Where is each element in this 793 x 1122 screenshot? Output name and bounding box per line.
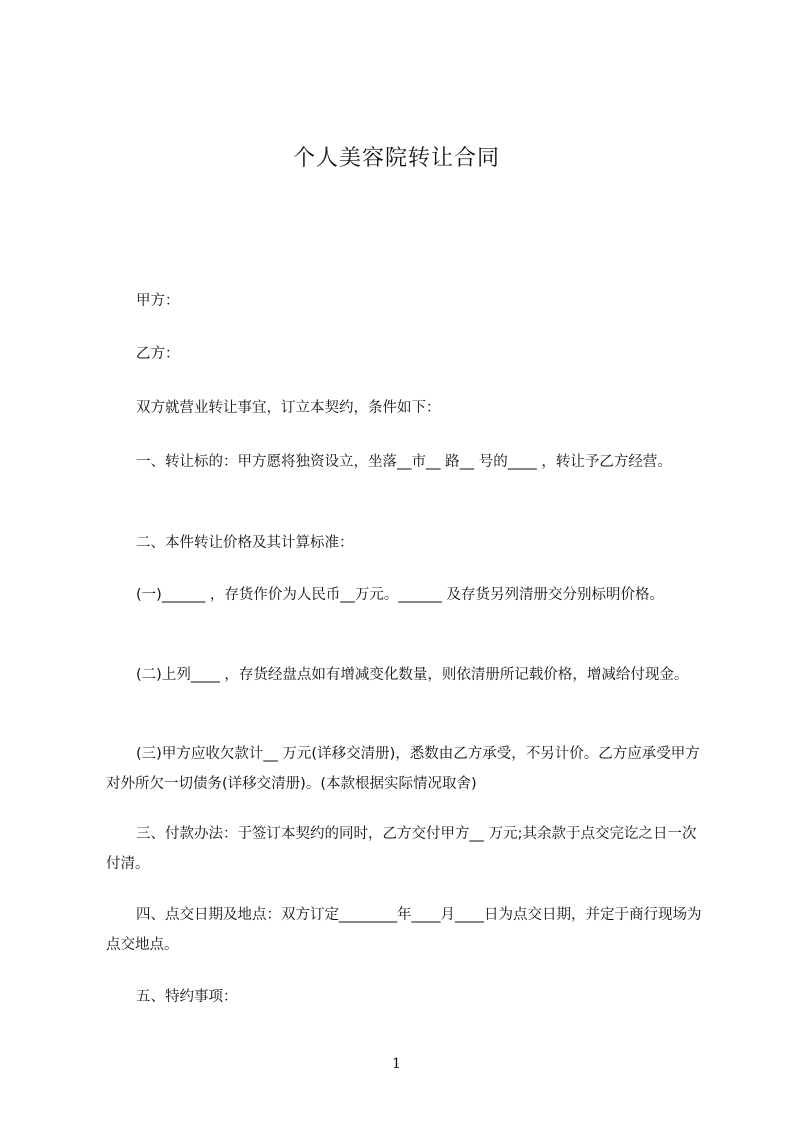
clause-2-item-3: (三)甲方应收欠款计__ 万元(详移交清册)，悉数由乙方承受，不另计价。乙方应承受甲方对外所欠一切债务(详移交清册)。(本款根据实际情况取舍) bbox=[106, 746, 700, 792]
clause-2-heading: 二、本件转让价格及其计算标准： bbox=[136, 535, 354, 551]
clause-1: 一、转让标的：甲方愿将独资设立，坐落__市__ 路__ 号的____ ，转让予乙方经营。 bbox=[136, 454, 672, 470]
party-a-line: 甲方： bbox=[136, 293, 180, 309]
intro-paragraph: 双方就营业转让事宜，订立本契约，条件如下： bbox=[136, 400, 441, 416]
page-number: 1 bbox=[392, 1056, 401, 1072]
clause-4: 四、点交日期及地点：双方订定________年____月____日为点交日期，并定于商行现场为点交地点。 bbox=[106, 907, 702, 953]
party-b-line: 乙方： bbox=[136, 346, 180, 362]
clause-2-item-1: (一)______ ，存货作价为人民币__万元。______ 及存货另列清册交分别标明价格。 bbox=[136, 587, 665, 603]
clause-3: 三、付款办法：于签订本契约的同时，乙方交付甲方__ 万元;其余款于点交完讫之日一次付清。 bbox=[106, 826, 697, 872]
document-title: 个人美容院转让合同 bbox=[292, 146, 500, 171]
clause-5: 五、特约事项： bbox=[136, 989, 238, 1005]
clause-2-item-2: (二)上列____ ，存货经盘点如有增减变化数量，则依清册所记载价格，增减给付现金。 bbox=[136, 667, 689, 683]
